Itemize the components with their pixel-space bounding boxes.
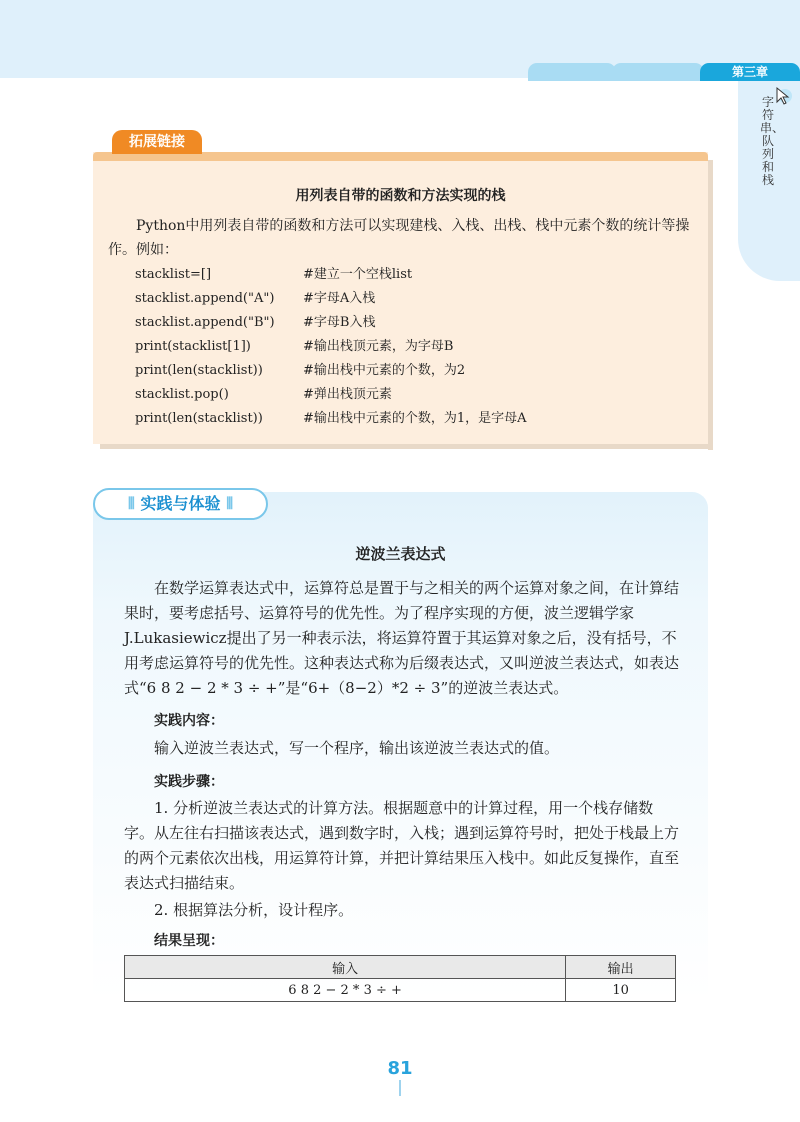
step-2: 2. 根据算法分析，设计程序。 [154,901,354,919]
bars-icon: ⦀ [220,494,234,513]
code-text: stacklist.append("A") [135,291,275,306]
code-line [135,383,695,407]
table-header-cell: 输出 [566,956,676,979]
bars-icon: ⦀ [127,494,141,513]
content-heading: 实践内容： [154,713,224,729]
extension-shadow-bottom [100,444,713,449]
code-comment: #弹出栈顶元素 [303,387,392,402]
practice-label-text: 实践与体验 [140,494,221,513]
steps-heading: 实践步骤： [154,774,224,790]
code-comment: #输出栈顶元素，为字母B [303,339,454,354]
code-text: stacklist=[] [135,267,212,282]
code-comment: #字母B入栈 [303,315,376,330]
code-comment: #字母A入栈 [303,291,376,306]
code-text: stacklist.append("B") [135,315,275,330]
table-cell: 6 8 2 − 2 * 3 ÷ + [125,979,566,1002]
table-cell: 10 [566,979,676,1002]
content-text: 输入逆波兰表达式，写一个程序，输出该逆波兰表达式的值。 [154,739,560,757]
extension-label: 拓展链接 [112,130,202,154]
practice-label [93,488,268,520]
table-header-cell: 输入 [125,956,566,979]
extension-title: 用列表自带的函数和方法实现的栈 [295,188,506,204]
extension-shadow [708,160,713,450]
code-text: print(len(stacklist)) [135,411,263,426]
code-line [135,335,695,359]
table-row [125,979,676,1002]
code-line [135,359,695,383]
code-comment: #输出栈中元素的个数，为1，是字母A [303,411,527,426]
code-text: stacklist.pop() [135,387,229,402]
cursor-icon [773,86,793,106]
page-number-line [399,1080,401,1096]
practice-title: 逆波兰表达式 [355,545,446,563]
code-line [135,287,695,311]
side-title: 字符串、队列和栈 [760,95,785,187]
chapter-tab-2 [612,63,704,81]
result-table [124,955,676,1002]
result-heading: 结果呈现： [154,933,224,949]
code-comment: #建立一个空栈list [303,267,413,282]
extension-intro: Python中用列表自带的函数和方法可以实现建栈、入栈、出栈、栈中元素个数的统计等操作。例如： [108,218,690,258]
chapter-tab-1 [528,63,616,81]
table-header-row [125,956,676,979]
code-line [135,263,695,287]
code-line [135,311,695,335]
code-text: print(stacklist[1]) [135,339,251,354]
practice-intro: 在数学运算表达式中，运算符总是置于与之相关的两个运算对象之间，在计算结果时，要考虑括号、运算符号的优先性。为了程序实现的方便，波兰逻辑学家J.Lukasiewicz提出了另一种表示法，将运算符置于其运算对象之后，没有括号，不用考虑运算符号的优先性。这种表达式称为后缀表达式，又叫逆波兰表达式，如表达式“6 8 2 − 2 * 3 ÷ +”是“6+（8−2）*2 ÷ 3”的逆波兰表达式。 [124,579,680,697]
code-line [135,407,695,431]
chapter-label: 第三章 [700,63,800,81]
code-comment: #输出栈中元素的个数，为2 [303,363,466,378]
page-number: 81 [387,1058,413,1079]
code-text: print(len(stacklist)) [135,363,263,378]
step-1: 1. 分析逆波兰表达式的计算方法。根据题意中的计算过程，用一个栈存储数字。从左往右扫描该表达式，遇到数字时，入栈；遇到运算符号时，把处于栈最上方的两个元素依次出栈，用运算符计算，并把计算结果压入栈中。如此反复操作，直至表达式扫描结束。 [124,799,680,892]
